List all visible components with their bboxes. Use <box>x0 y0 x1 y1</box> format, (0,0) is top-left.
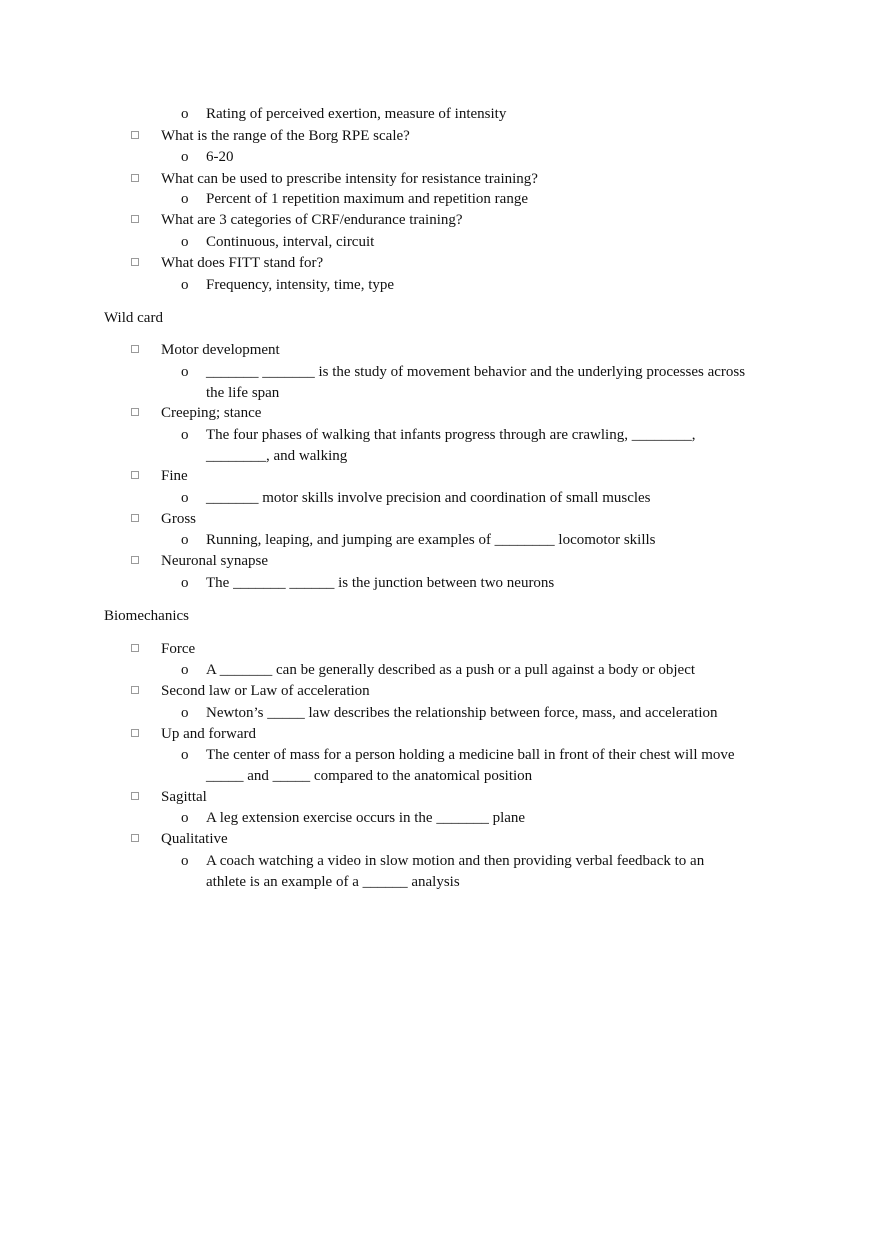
checkbox-bullet-icon <box>131 258 139 266</box>
answer-text: Percent of 1 repetition maximum and repetition range <box>206 191 528 207</box>
sub-bullet: o <box>181 853 189 869</box>
answer-text: Continuous, interval, circuit <box>206 234 375 250</box>
answer-text: Fine <box>161 468 188 484</box>
checkbox-bullet-icon <box>131 644 139 652</box>
answer-text: Frequency, intensity, time, type <box>206 277 395 293</box>
sub-bullet: o <box>181 575 189 591</box>
sub-bullet: o <box>181 747 189 763</box>
sub-bullet: o <box>181 149 189 165</box>
checkbox-bullet-icon <box>131 131 139 139</box>
answer-text: Up and forward <box>161 726 256 742</box>
question-text: Running, leaping, and jumping are examples of ________ locomotor skills <box>206 532 656 548</box>
answer-text: Qualitative <box>161 831 228 847</box>
sub-bullet: o <box>181 234 189 250</box>
sub-bullet: o <box>181 364 189 380</box>
sub-bullet: o <box>181 427 189 443</box>
checkbox-bullet-icon <box>131 792 139 800</box>
checkbox-bullet-icon <box>131 514 139 522</box>
checkbox-bullet-icon <box>131 686 139 694</box>
answer-text: Creeping; stance <box>161 405 262 421</box>
answer-text: Motor development <box>161 342 280 358</box>
checkbox-bullet-icon <box>131 471 139 479</box>
answer-text: Second law or Law of acceleration <box>161 683 370 699</box>
checkbox-bullet-icon <box>131 834 139 842</box>
checkbox-bullet-icon <box>131 345 139 353</box>
answer-text: 6-20 <box>206 149 234 165</box>
question-text: What can be used to prescribe intensity for resistance training? <box>161 171 538 187</box>
sub-bullet: o <box>181 490 189 506</box>
answer-text: Sagittal <box>161 789 207 805</box>
question-text: A coach watching a video in slow motion and then providing verbal feedback to an athlete is an example of a ______ analysis <box>206 853 705 890</box>
question-text: What are 3 categories of CRF/endurance training? <box>161 212 463 228</box>
answer-text: Rating of perceived exertion, measure of intensity <box>206 106 507 122</box>
question-text: _______ motor skills involve precision and coordination of small muscles <box>206 490 651 506</box>
question-text: The _______ ______ is the junction between two neurons <box>206 575 555 591</box>
sub-bullet: o <box>181 191 189 207</box>
question-text: Newton’s _____ law describes the relationship between force, mass, and acceleration <box>206 705 718 721</box>
question-text: _______ _______ is the study of movement behavior and the underlying processes across the life span <box>206 364 746 401</box>
question-text: The four phases of walking that infants progress through are crawling, ________, ________, and walking <box>206 427 696 464</box>
checkbox-bullet-icon <box>131 174 139 182</box>
answer-text: Force <box>161 641 196 657</box>
sub-bullet: o <box>181 277 189 293</box>
checkbox-bullet-icon <box>131 215 139 223</box>
sub-bullet: o <box>181 532 189 548</box>
answer-text: Neuronal synapse <box>161 553 269 569</box>
checkbox-bullet-icon <box>131 408 139 416</box>
sub-bullet: o <box>181 810 189 826</box>
answer-text: Gross <box>161 511 197 527</box>
sub-bullet: o <box>181 662 189 678</box>
section-heading-biomechanics: Biomechanics <box>104 608 189 624</box>
question-text: The center of mass for a person holding a medicine ball in front of their chest will move _____ and _____ compared to the anatomical position <box>206 747 735 784</box>
sub-bullet: o <box>181 705 189 721</box>
checkbox-bullet-icon <box>131 729 139 737</box>
question-text: A leg extension exercise occurs in the _______ plane <box>206 810 526 826</box>
sub-bullet: o <box>181 106 189 122</box>
section-heading-wild-card: Wild card <box>104 310 163 326</box>
question-text: A _______ can be generally described as a push or a pull against a body or object <box>206 662 696 678</box>
question-text: What does FITT stand for? <box>161 255 324 271</box>
checkbox-bullet-icon <box>131 556 139 564</box>
question-text: What is the range of the Borg RPE scale? <box>161 128 410 144</box>
